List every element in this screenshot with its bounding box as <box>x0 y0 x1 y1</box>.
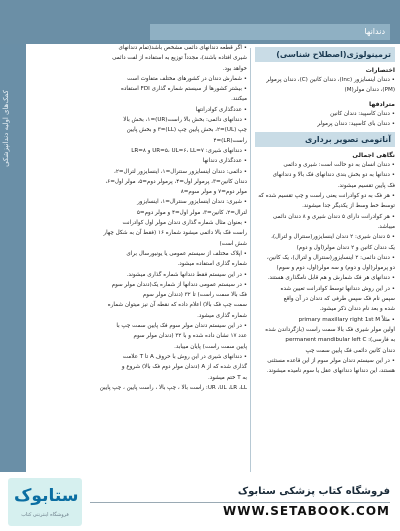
text-line: چپ (UL)=۲، بخش پایین چپ (LL)=۳ و بخش پایین <box>126 127 247 134</box>
text-line: • عددگذاری دندانها <box>202 158 247 165</box>
text-line: • هر کوادرانت دارای ۵ دندان شیری و ۸ دندان دائمی <box>272 213 395 220</box>
text-line: فک بالا سمت راست) تا ۳۲ (دندان مولر سوم <box>142 292 247 299</box>
text-line: مولر دوم=۷ و مولر سوم=۸ <box>180 189 247 196</box>
text-line: • در این سیستم دندان مولر سوم از این قاعده مستثنی <box>267 357 395 364</box>
text-line: دندان کانین=۳، پرمولر اول=۴، پرمولر دوم=۵، مولر اول=۶، <box>105 178 247 185</box>
text-line: • شیری: دندان اینسایزور سنترال=۱، اینسایزور <box>137 199 247 206</box>
text-line: • شمارش دندان در کشورهای مختلف متفاوت است <box>127 75 247 82</box>
footer-store-title: فروشگاه کتاب پزشکی ستابوک <box>237 486 390 497</box>
text-line: (PM)، دندان مولر(M) <box>344 87 395 94</box>
text-line: • دندانهای شیری در این روش با حروف A تا T علامت <box>122 353 247 360</box>
section-heading-terminology: ترمینولوژی(اصطلاح شناسی) <box>255 47 395 62</box>
logo-subtitle: فروشگاه اینترنتی کتاب <box>21 512 69 518</box>
text-line: عدد ۱۷ نشان داده شده و با ۳۲ (دندان مولر سوم <box>133 333 247 340</box>
footer-rule <box>90 502 390 503</box>
text-line: فک پایین تقسیم میشوند. <box>337 182 395 189</box>
text-line: • دندان انسان به دو حالت است: شیری و دائمی <box>283 162 395 169</box>
section-heading-imaging-anatomy: آناتومی تصویر برداری <box>255 132 395 147</box>
text-line: • دندانهای شیری: UR=۵، UL=۶، LL=۷ و LR=۸ <box>131 147 247 154</box>
text-line: خواهد بود. <box>222 65 247 72</box>
text-line: • دندان بای کاسپید: دندان پرمولر <box>317 120 395 127</box>
text-line: • دائمی: دندان اینسایزور سنترال=۱، اینسایزور لترال=۲، <box>114 168 247 175</box>
text-line: • مثلاً primary maxillary right 1st M <box>298 316 395 323</box>
text-line: • دندان اینسایزور (Inc)، دندان کانین (C)، دندان پرمولر <box>266 77 395 83</box>
text-line: شماره گذاری استفاده میشود. <box>177 261 247 268</box>
text-line: • بیشتر کشورها از سیستم شماره گذاری FDI استفاده <box>120 86 247 93</box>
text-line: میباشد. <box>377 223 395 230</box>
overview-list <box>255 161 395 376</box>
text-line: • دندانهای هر فک شمارش و هم قابل نامگذاری هستند. <box>267 275 395 282</box>
text-line: به فارسی): permanent mandibular left C <box>285 337 395 344</box>
chapter-title: دندانها <box>364 27 385 36</box>
text-line: سپس نام فک سپس طرفی که دندان در آن واقع <box>283 296 395 303</box>
text-line: لترال=۲، کانین=۳، مولر اول=۴ و مولر دوم=۵ <box>136 209 247 216</box>
text-line: دندان کانین دائمی فک پایین سمت چپ <box>305 347 395 354</box>
text-line: میکنند. <box>231 96 247 103</box>
text-line: شماره گذاری میشود. <box>197 312 247 319</box>
subheading-overview: نگاهی اجمالی <box>352 152 395 160</box>
text-line: پایین سمت راست) پایان مییابد. <box>174 343 247 350</box>
text-line: هستند، این دندانها دندانهای عقل یا سوم نامیده میشوند. <box>266 368 395 375</box>
side-strip-label: کمک‌های اولیه دندانپزشکی <box>2 90 10 167</box>
text-line: شده و بعد نام دندان ذکر میشود. <box>319 306 395 313</box>
footer-url-link[interactable]: WWW.SETABOOK.COM <box>222 504 390 518</box>
column-divider <box>250 48 251 478</box>
text-line: • در این روش دندانها توسط کوادرانت تعیین شده <box>280 285 395 292</box>
text-line: • دندانها به دو بخش بندی دندانهای فک بالا و دندانهای <box>272 172 395 179</box>
text-line: شش است) <box>219 240 247 247</box>
text-line: • دندان کاسپید: دندان کانین <box>330 110 395 117</box>
text-line: • در سیستم عمومی دندانها از شماره یک(دندان مولر سوم <box>111 281 247 288</box>
text-line: • دندان دائمی: ۲ اینسایزور(سنترال و لترال)، یک کانین، <box>266 254 395 261</box>
text-line: سمت چپ فک بالا) اعلام داده که نقطه آن نیز میتوان شماره <box>107 302 247 309</box>
text-line: راست فک بالا دائمی میشود شماره ۱۶ (فقط آن به شکل چهار <box>103 230 247 237</box>
subheading-synonyms: مترادفها <box>369 100 395 108</box>
text-line: • بعنوان مثال شماره گذاری دندان مولر اول کوادرانت <box>122 220 247 227</box>
text-line: • در این سیستم دندان مولر سوم فک پایین سمت چپ با <box>116 323 247 330</box>
subheading-abbreviations: اختصارات <box>365 67 395 74</box>
text-line: اولین مولر شیری فک بالا سمت راست (بازگرداندن شده <box>265 326 395 333</box>
synonyms-list <box>255 110 395 130</box>
text-line: به T ختم میشود. <box>207 374 247 381</box>
text-line: • اپلاک مختلف از سیستم عمومی یا یونیورسال برای <box>126 250 247 257</box>
text-line: • دندانهای دائمی: بخش بالا راست(UR)=۱، بخش بالا <box>123 117 247 124</box>
left-column <box>32 44 247 394</box>
abbreviations-list <box>255 76 395 96</box>
text-line: شیری افتاده باشند)، مجدداً توزیع به استفاده از لفت دائمی <box>112 55 247 62</box>
text-line: • در این سیستم فقط دندانها شماره گذاری میشوند. <box>126 271 247 278</box>
text-line: UR ،UL ،LR ،LL: راست بالا ، چپ بالا ، راست پایین ، چپ پایین <box>99 384 247 391</box>
text-line: راست(LR)=۴ <box>213 137 247 144</box>
text-line: توسط خط وسط از یکدیگر جدا میشوند. <box>302 203 395 210</box>
text-line: • هر فک به دو کوادرانت یعنی راست و چپ تقسیم شده که <box>258 193 395 200</box>
text-line: یک دندان کانین و ۲ دندان مولر(اول و دوم) <box>296 244 395 251</box>
logo-text: ستابوک <box>14 486 79 506</box>
text-line: گذاری شده که از A (دندان مولر دوم فک بالا) شروع و <box>121 364 247 371</box>
right-column <box>255 44 395 377</box>
text-line: • اگر قطعه دندانهای دائمی مشخص باشد(تمام دندانهای <box>118 45 247 51</box>
text-line: • عددگذاری کوادرانتها <box>195 106 247 113</box>
text-line: • ۵ دندان شیری: ۲ دندان اینسایزور(سنترال و لترال)، <box>271 234 395 241</box>
text-line: دو پرمولر(اول و دوم) و سه مولر(اول، دوم و سوم) <box>276 265 395 272</box>
